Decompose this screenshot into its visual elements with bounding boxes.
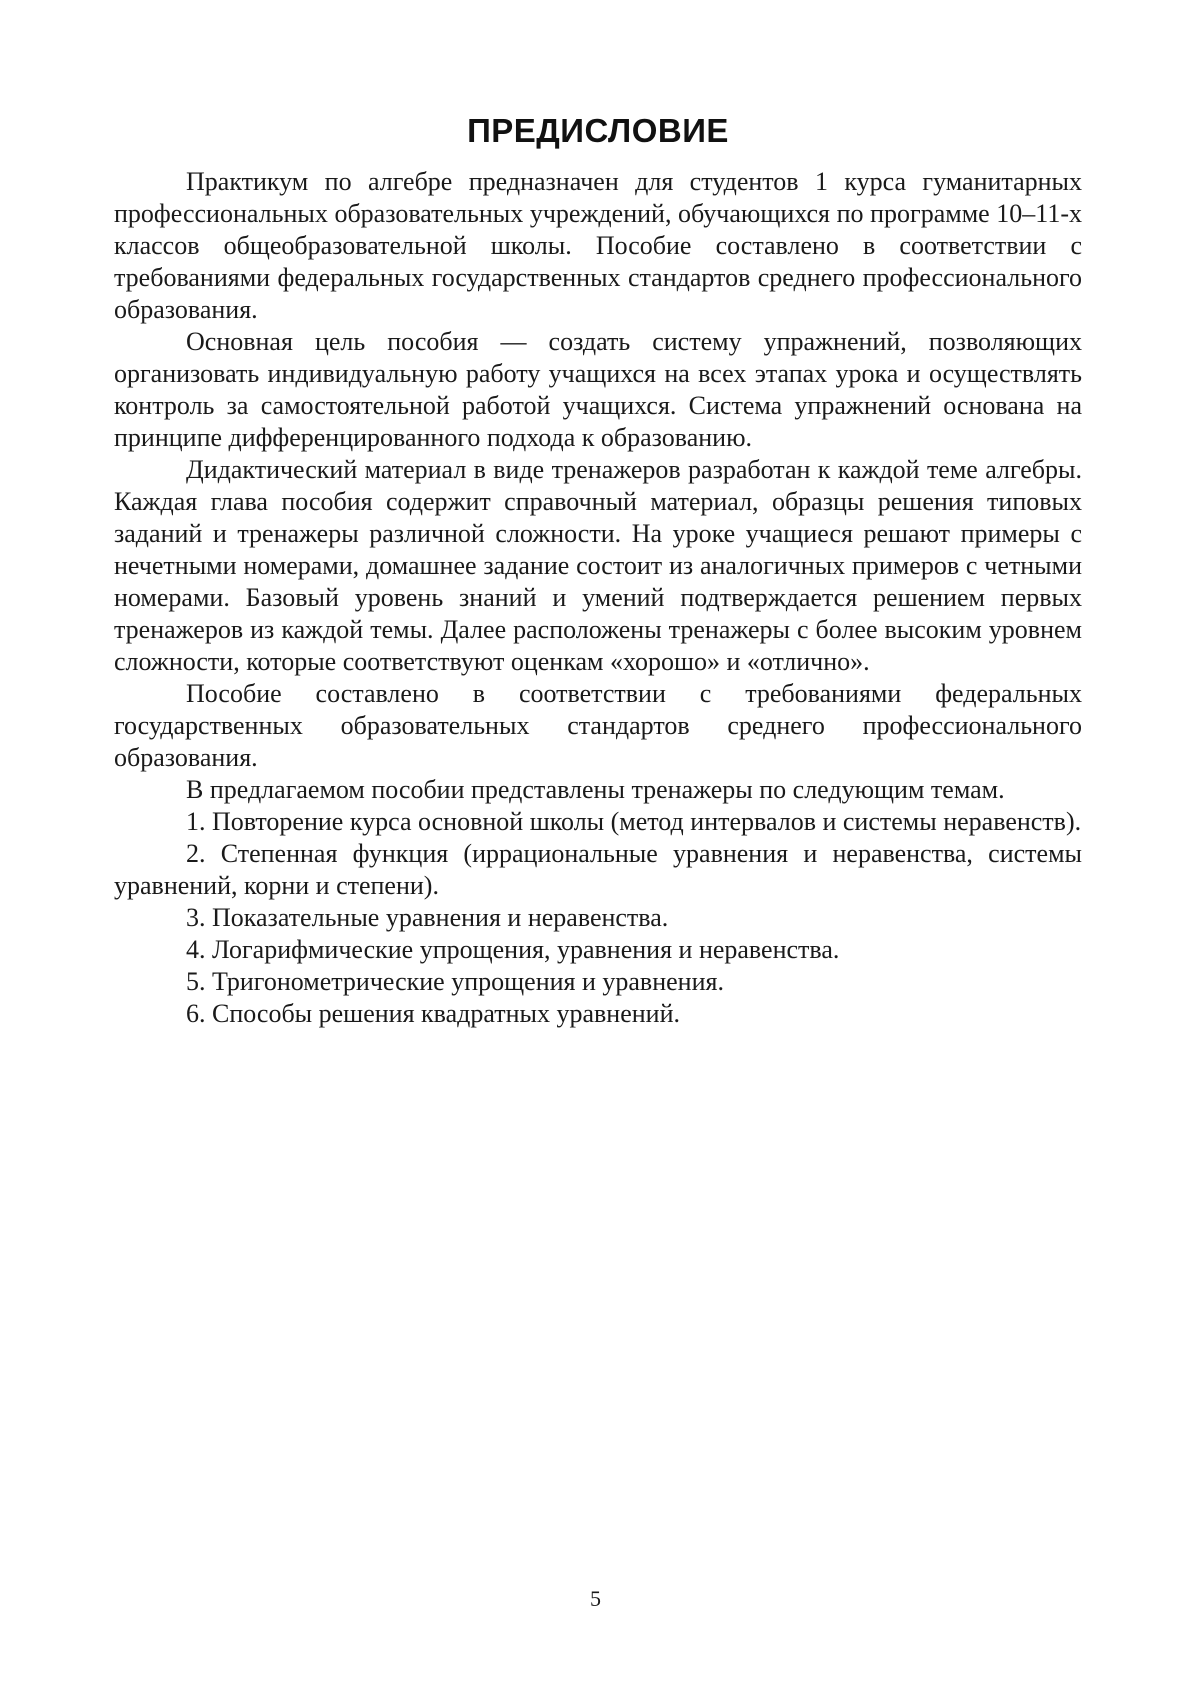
list-item: 1. Повторение курса основной школы (метод интервалов и системы неравенств). bbox=[186, 807, 1082, 836]
list-item: 3. Показательные уравнения и неравенства. bbox=[186, 903, 669, 932]
paragraph-topics-intro: В предлагаемом пособии представлены тренажеры по следующим темам. bbox=[186, 775, 1005, 804]
list-item: 5. Тригонометрические упрощения и уравнения. bbox=[186, 967, 724, 996]
paragraph-standards: Пособие составлено в соответствии с требованиями федеральных государственных образовательных стандартов среднего профессионального образования. bbox=[114, 679, 1082, 772]
list-item: 4. Логарифмические упрощения, уравнения и неравенства. bbox=[186, 935, 840, 964]
paragraph-goal: Основная цель пособия — создать систему упражнений, позволяющих организовать индивидуальную работу учащихся на всех этапах урока и осуществлять контроль за самостоятельной работой учащихся. Система упражнений основана на принципе дифференцированного подхода к образованию. bbox=[114, 327, 1082, 452]
paragraph-didactic: Дидактический материал в виде тренажеров разработан к каждой теме алгебры. Каждая глава пособия содержит справочный материал, образцы решения типовых заданий и тренажеры различной сложности. На уроке учащиеся решают примеры с нечетными номерами, домашнее задание состоит из аналогичных примеров с четными номерами. Базовый уровень знаний и умений подтверждается решением первых тренажеров из каждой темы. Далее расположены тренажеры с более высоким уровнем сложности, которые соответствуют оценкам «хорошо» и «отлично». bbox=[114, 455, 1082, 676]
list-item: 6. Способы решения квадратных уравнений. bbox=[186, 999, 680, 1028]
paragraph-purpose: Практикум по алгебре предназначен для студентов 1 курса гуманитарных профессиональных образовательных учреждений, обучающихся по программе 10–11-х классов общеобразовательной школы. Пособие составлено в соответствии с требованиями федеральных государственных стандартов среднего профессионального образования. bbox=[114, 167, 1082, 324]
preface-body bbox=[114, 166, 1082, 1030]
page-title: ПРЕДИСЛОВИЕ bbox=[467, 112, 729, 149]
page-number: 5 bbox=[590, 1586, 601, 1611]
topics-list bbox=[114, 806, 1082, 1030]
page-content bbox=[114, 112, 1082, 1030]
list-item: 2. Степенная функция (иррациональные уравнения и неравенства, системы уравнений, корни и степени). bbox=[114, 839, 1082, 900]
